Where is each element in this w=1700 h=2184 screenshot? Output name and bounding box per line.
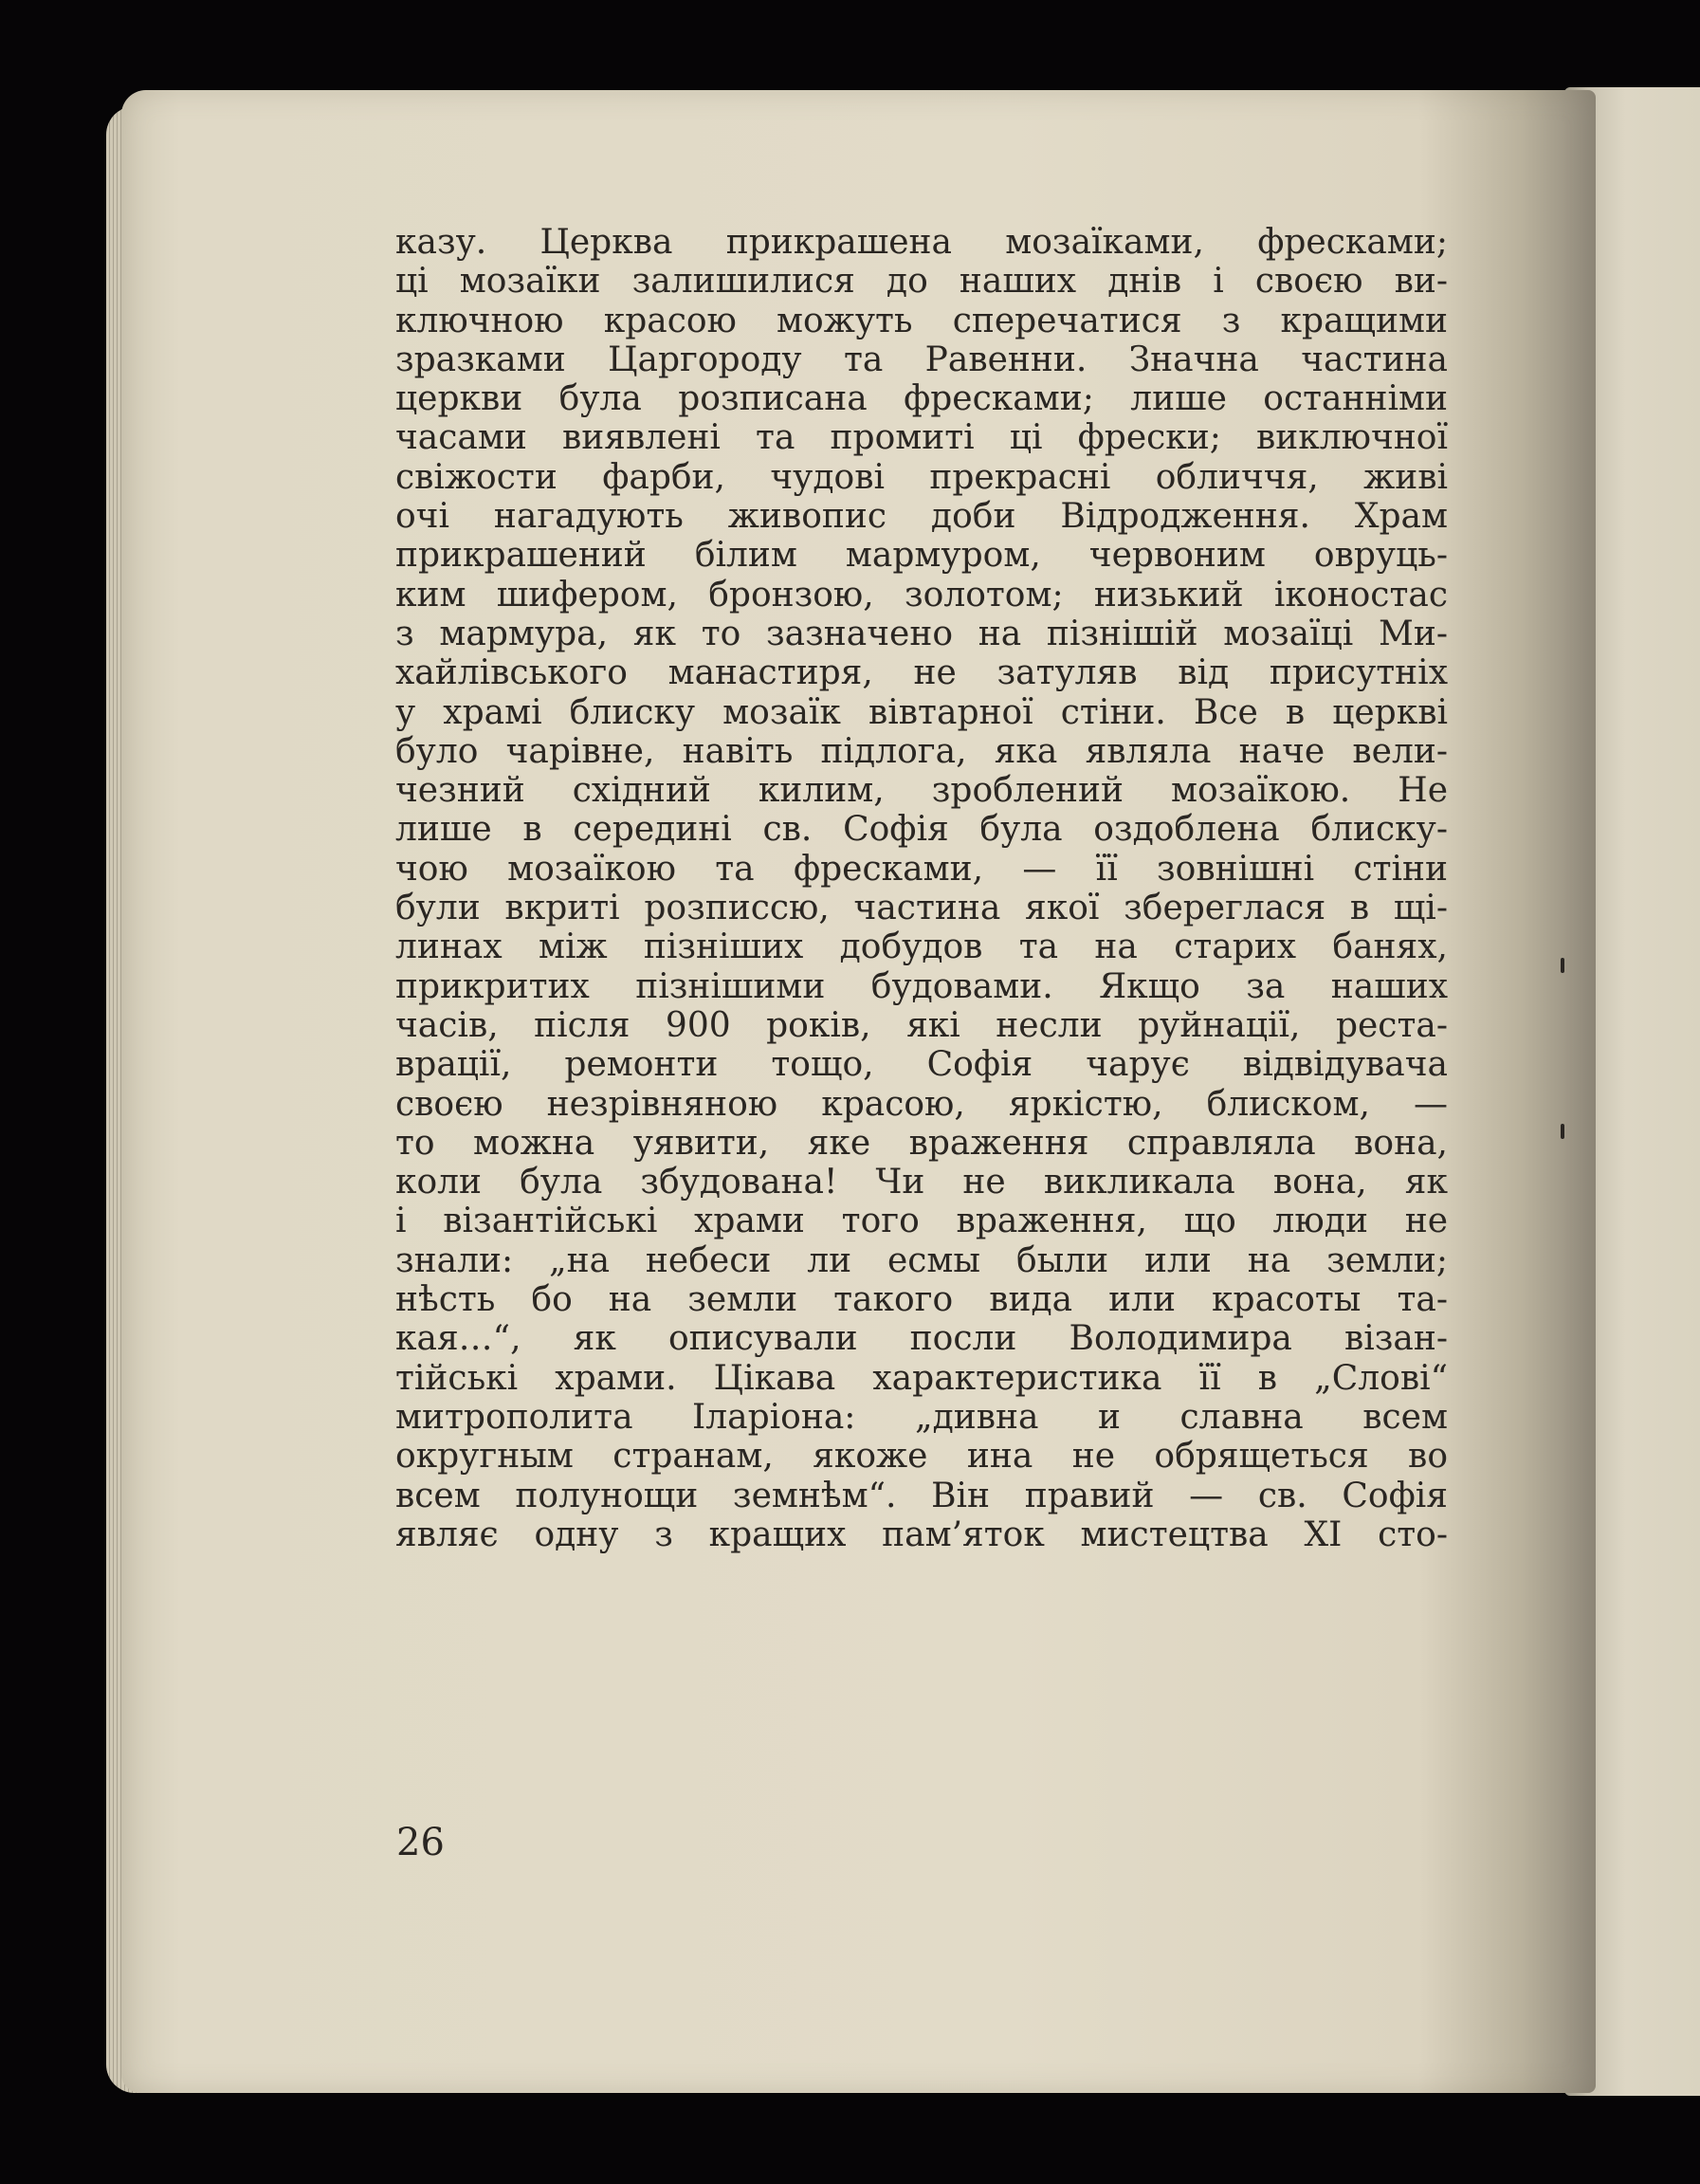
text-line: хайлівського манастиря, не затуляв від присутніх	[395, 653, 1448, 693]
text-line: являє одну з кращих пам’яток мистецтва XI сто-	[395, 1514, 1448, 1554]
text-line: лише в середині св. Софія була оздоблена блиску-	[395, 810, 1448, 850]
text-line: свіжости фарби, чудові прекрасні обличчя, живі	[395, 457, 1448, 497]
text-line: очі нагадують живопис доби Відродження. Храм	[395, 497, 1448, 537]
page-number: 26	[396, 1821, 445, 1864]
text-line: тійські храми. Цікава характеристика її в „Слові“	[395, 1358, 1448, 1398]
text-line: нѣсть бо на земли такого вида или красоты та-	[395, 1280, 1448, 1320]
text-line: ким шифером, бронзою, золотом; низький іконостас	[395, 575, 1448, 615]
text-line: ключною красою можуть сперечатися з кращими	[395, 301, 1448, 340]
text-line: церкви була розписана фресками; лише останніми	[395, 379, 1448, 419]
binding-mark	[1561, 958, 1564, 973]
text-line: коли була збудована! Чи не викликала вона, як	[395, 1163, 1448, 1202]
text-line: часами виявлені та промиті ці фрески; виключної	[395, 418, 1448, 458]
text-line: прикритих пізнішими будовами. Якщо за наших	[395, 966, 1448, 1006]
text-line: було чарівне, навіть підлога, яка являла наче вели-	[395, 731, 1448, 771]
text-line: митрополита Іларіона: „дивна и славна всем	[395, 1397, 1448, 1437]
text-line: і візантійські храми того враження, що люди не	[395, 1202, 1448, 1241]
text-line: були вкриті розписсю, частина якої збереглася в щі-	[395, 889, 1448, 928]
text-line: своєю незрівняною красою, яркістю, блиском, —	[395, 1084, 1448, 1124]
text-line: чезний східний килим, зроблений мозаїкою. Не	[395, 771, 1448, 811]
text-line: прикрашений білим мармуром, червоним овруць-	[395, 536, 1448, 576]
text-line: линах між пізніших добудов та на старих банях,	[395, 927, 1448, 967]
text-line: казу. Церква прикрашена мозаїками, фресками;	[395, 223, 1448, 262]
text-line: всем полунощи земнѣм“. Він правий — св. Софія	[395, 1476, 1448, 1515]
text-line: то можна уявити, яке враження справляла вона,	[395, 1123, 1448, 1163]
text-line: у храмі блиску мозаїк вівтарної стіни. Все в церкві	[395, 692, 1448, 732]
text-line: кая…“, як описували посли Володимира візан-	[395, 1319, 1448, 1359]
text-line: ці мозаїки залишилися до наших днів і своєю ви-	[395, 262, 1448, 302]
text-line: знали: „на небеси ли есмы были или на земли;	[395, 1240, 1448, 1280]
text-line: округным странам, якоже ина не обрящеться во	[395, 1437, 1448, 1477]
body-text	[395, 223, 1448, 1554]
text-line: врації, ремонти тощо, Софія чарує відвідувача	[395, 1045, 1448, 1085]
text-line: зразками Царгороду та Равенни. Значна частина	[395, 340, 1448, 379]
binding-mark	[1561, 1124, 1564, 1139]
text-line: часів, після 900 років, які несли руйнації, реста-	[395, 1005, 1448, 1045]
text-line: чою мозаїкою та фресками, — її зовнішні стіни	[395, 849, 1448, 889]
text-line: з мармура, як то зазначено на пізнішій мозаїці Ми-	[395, 614, 1448, 653]
